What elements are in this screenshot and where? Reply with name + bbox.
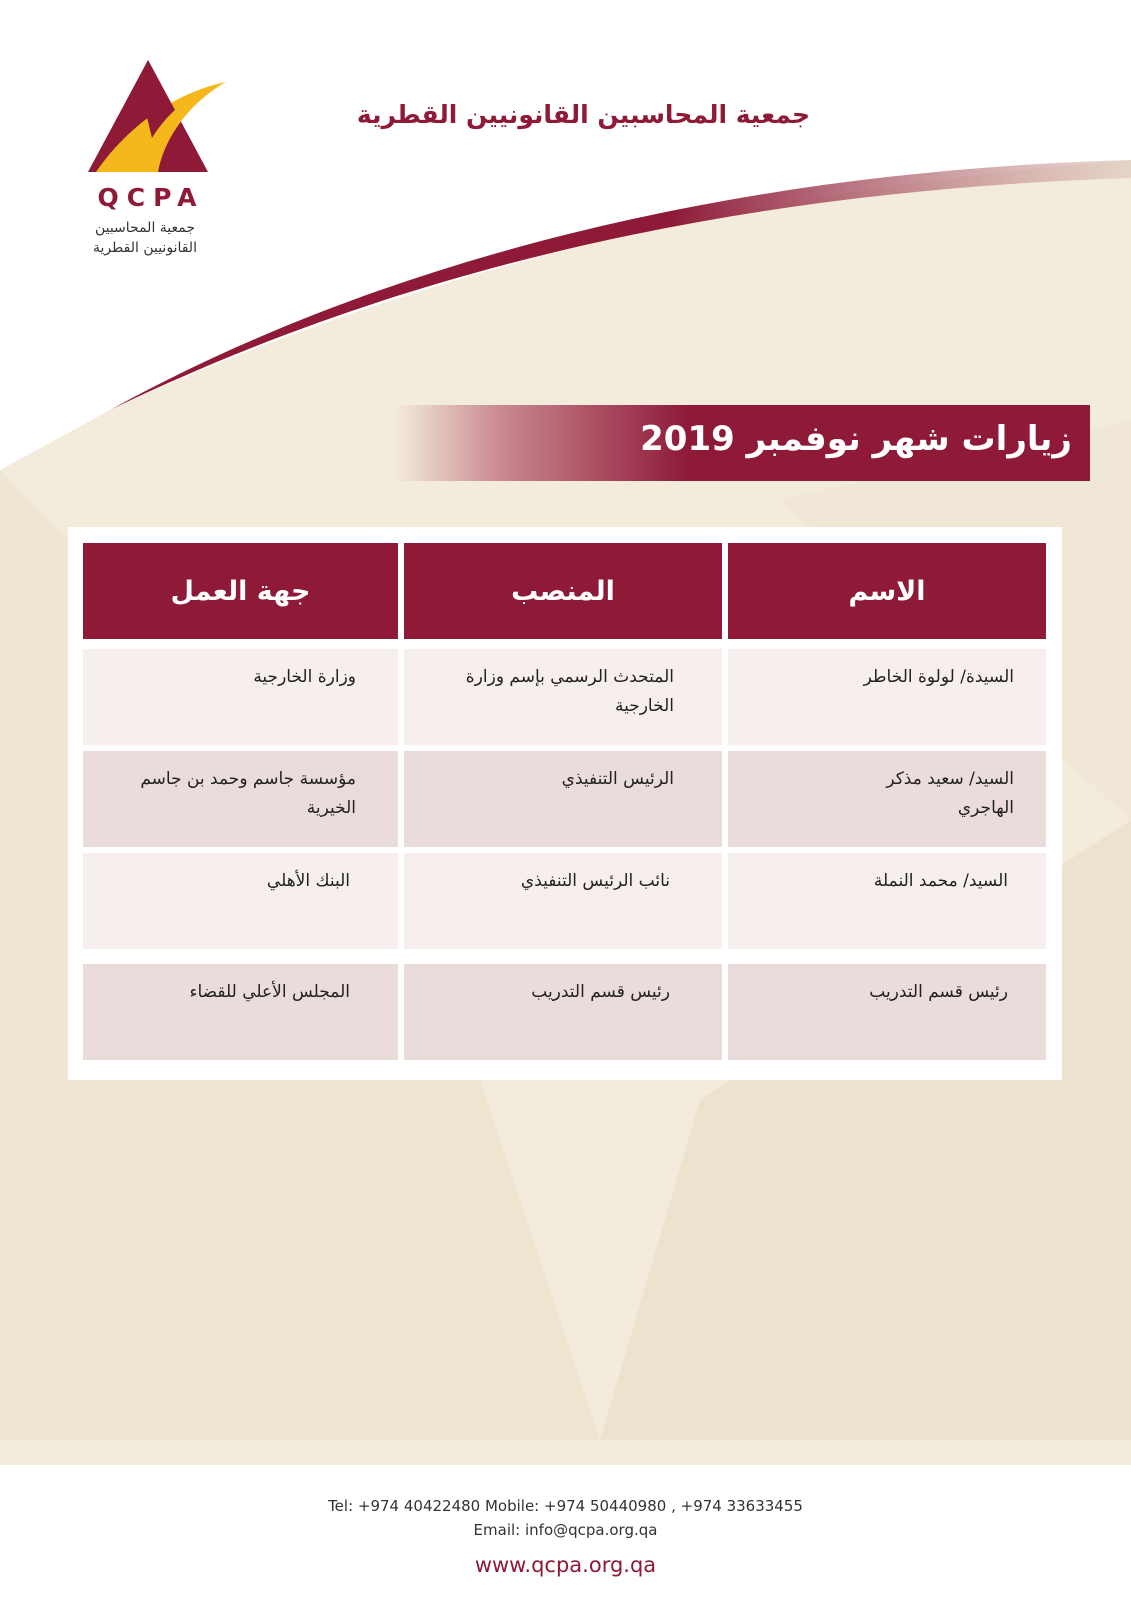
cell-name: السيد/ سعيد مذكر الهاجري	[728, 751, 1046, 847]
cell-name: رئيس قسم التدريب	[728, 964, 1046, 1060]
logo-arabic-name	[70, 218, 220, 258]
header-name: الاسم	[728, 543, 1046, 639]
header-position: المنصب	[404, 543, 722, 639]
cell-employer: وزارة الخارجية	[83, 649, 398, 745]
cell-name: السيد/ محمد النملة	[728, 853, 1046, 949]
cell-position: المتحدث الرسمي بإسم وزارة الخارجية	[404, 649, 722, 745]
cell-position: رئيس قسم التدريب	[404, 964, 722, 1060]
visits-table	[68, 527, 1062, 1080]
org-title: جمعية المحاسبين القانونيين القطرية	[356, 100, 810, 129]
cell-position: نائب الرئيس التنفيذي	[404, 853, 722, 949]
cell-employer: مؤسسة جاسم وحمد بن جاسم الخيرية	[83, 751, 398, 847]
logo-letters: QCPA	[97, 183, 205, 212]
cell-position: الرئيس التنفيذي	[404, 751, 722, 847]
footer-website[interactable]: www.qcpa.org.qa	[474, 1553, 657, 1577]
cell-name: السيدة/ لولوة الخاطر	[728, 649, 1046, 745]
logo-name-line1: جمعية المحاسبين	[94, 220, 196, 236]
page-title: زيارات شهر نوفمبر 2019	[640, 419, 1072, 459]
footer	[0, 1465, 1131, 1600]
footer-email[interactable]: Email: info@qcpa.org.qa	[473, 1521, 658, 1539]
header-employer: جهة العمل	[83, 543, 398, 639]
cell-employer: البنك الأهلي	[83, 853, 398, 949]
title-banner	[395, 405, 1090, 481]
cell-employer: المجلس الأعلي للقضاء	[83, 964, 398, 1060]
logo-name-line2: القانونيين القطرية	[93, 240, 197, 256]
footer-phones: Tel: +974 40422480 Mobile: +974 50440980 , +974 33633455	[328, 1497, 803, 1515]
